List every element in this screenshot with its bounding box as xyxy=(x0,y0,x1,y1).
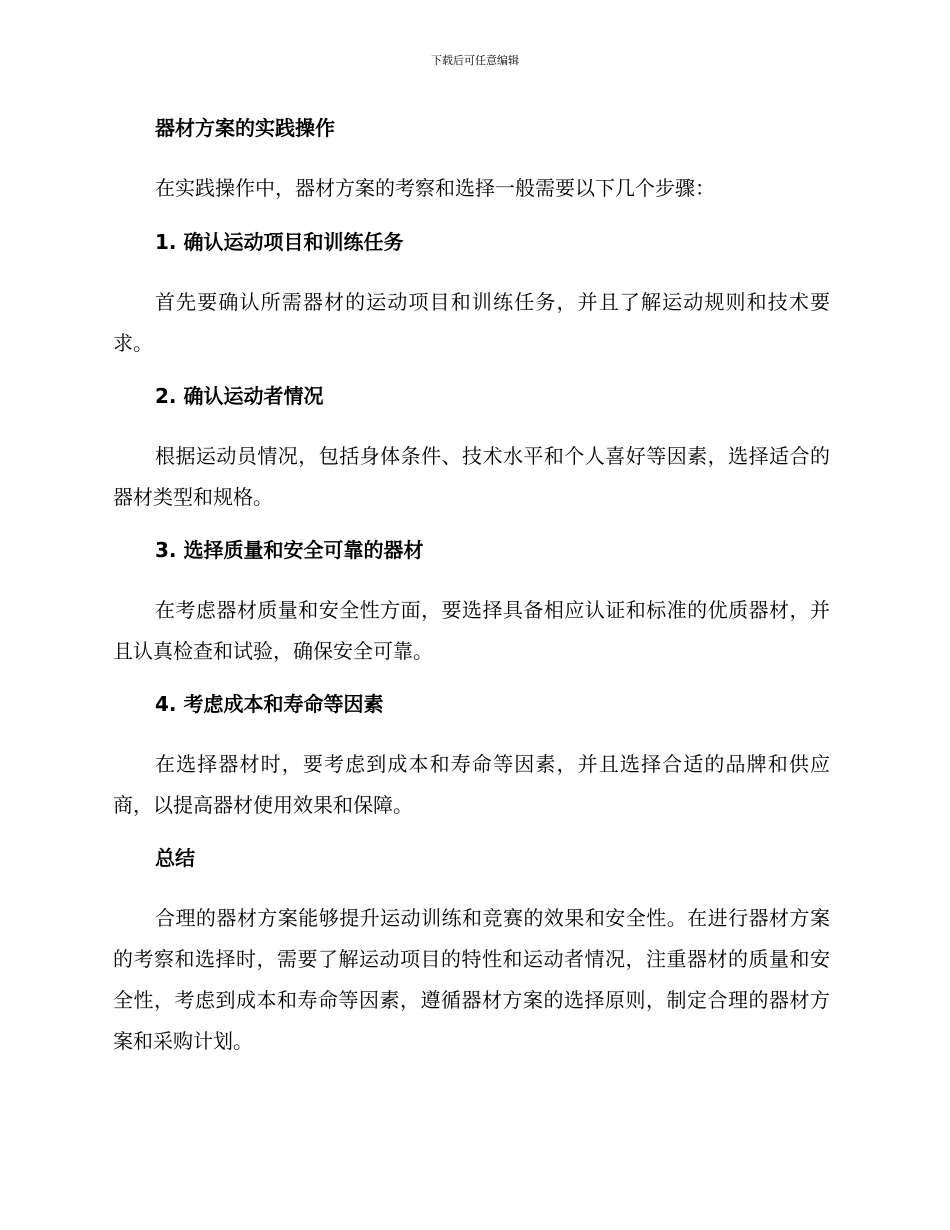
step-4-body: 在选择器材时，要考虑到成本和寿命等因素，并且选择合适的品牌和供应商，以提高器材使用效果和保障。 xyxy=(113,752,830,817)
section-title: 器材方案的实践操作 xyxy=(155,116,335,140)
summary-paragraph: 合理的器材方案能够提升运动训练和竞赛的效果和安全性。在进行器材方案的考察和选择时，需要了解运动项目的特性和运动者情况，注重器材的质量和安全性，考虑到成本和寿命等因素，遵循器材方案的选择原则，制定合理的器材方案和采购计划。 xyxy=(113,906,830,1053)
step-2-body: 根据运动员情况，包括身体条件、技术水平和个人喜好等因素，选择适合的器材类型和规格。 xyxy=(113,444,830,509)
header-note: 下载后可任意编辑 xyxy=(431,54,519,67)
intro-paragraph: 在实践操作中，器材方案的考察和选择一般需要以下几个步骤： xyxy=(155,176,715,200)
step-1-title: 1. 确认运动项目和训练任务 xyxy=(155,230,404,254)
step-3-title: 3. 选择质量和安全可靠的器材 xyxy=(155,538,424,562)
document-body xyxy=(113,112,830,1078)
step-4-title: 4. 考虑成本和寿命等因素 xyxy=(155,692,384,716)
summary-title: 总结 xyxy=(155,846,195,870)
step-1-body: 首先要确认所需器材的运动项目和训练任务，并且了解运动规则和技术要求。 xyxy=(113,290,830,355)
step-3-body: 在考虑器材质量和安全性方面，要选择具备相应认证和标准的优质器材，并且认真检查和试验，确保安全可靠。 xyxy=(113,598,830,663)
step-2-title: 2. 确认运动者情况 xyxy=(155,384,324,408)
